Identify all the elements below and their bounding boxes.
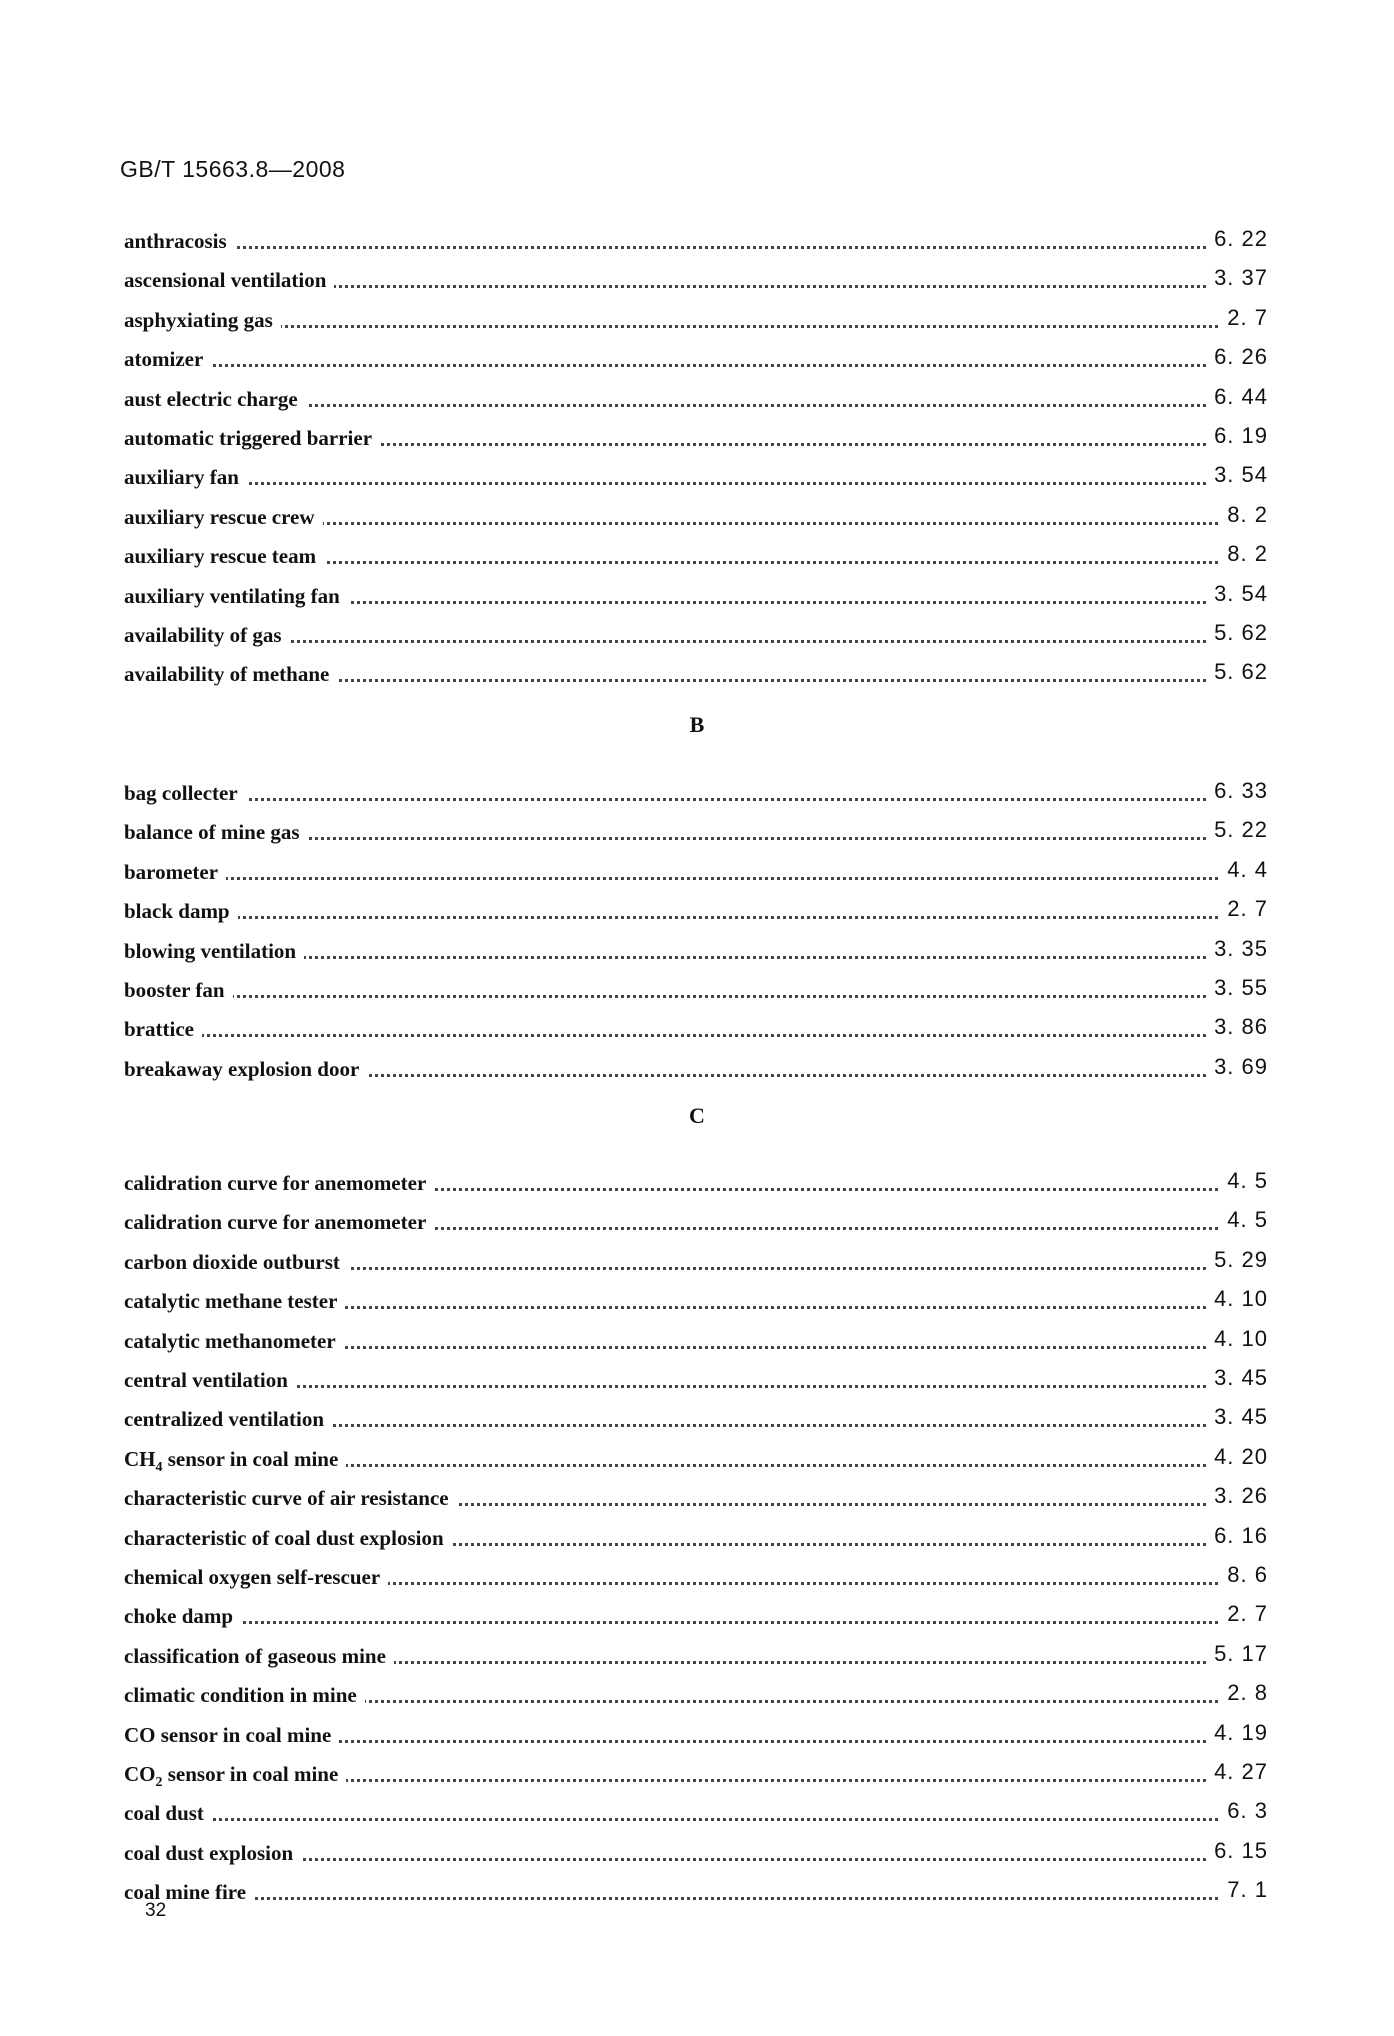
index-entry [0,975,1394,1011]
leader-dots [124,613,1260,643]
index-entry [0,226,1394,262]
index-ref-number: 6. 19 [1206,421,1268,451]
index-entry [0,384,1394,420]
index-entry [0,1286,1394,1322]
index-entry [0,1404,1394,1440]
index-term: central ventilation [124,1365,296,1395]
index-ref-number: 3. 69 [1206,1052,1268,1082]
index-ref-number: 4. 4 [1219,855,1268,885]
index-ref-number: 5. 17 [1206,1639,1268,1669]
index-entry [0,1365,1394,1401]
index-entry [0,1759,1394,1795]
index-term: asphyxiating gas [124,305,281,335]
index-term: brattice [124,1014,202,1044]
index-term: aust electric charge [124,384,306,414]
index-ref-number: 3. 55 [1206,973,1268,1003]
leader-dots [124,1870,1260,1900]
index-term: auxiliary rescue team [124,541,324,571]
index-entry [0,1720,1394,1756]
index-term: automatic triggered barrier [124,423,380,453]
index-ref-number: 7. 1 [1219,1875,1268,1905]
standard-code: GB/T 15663.8—2008 [120,156,346,182]
index-entry [0,1838,1394,1874]
index-ref-number: 6. 22 [1206,224,1268,254]
index-entry [0,620,1394,656]
index-term: choke damp [124,1601,241,1631]
index-entry [0,1168,1394,1204]
index-ref-number: 8. 2 [1219,539,1268,569]
index-entry [0,1483,1394,1519]
index-term: barometer [124,857,226,887]
index-ref-number: 6. 3 [1219,1796,1268,1826]
index-ref-number: 4. 19 [1206,1718,1268,1748]
index-term: balance of mine gas [124,817,308,847]
index-ref-number: 2. 7 [1219,1599,1268,1629]
index-entry [0,857,1394,893]
index-ref-number: 3. 54 [1206,460,1268,490]
index-ref-number: 5. 62 [1206,618,1268,648]
index-term: characteristic of coal dust explosion [124,1523,452,1553]
index-entry [0,1562,1394,1598]
index-ref-number: 4. 5 [1219,1166,1268,1196]
index-ref-number: 3. 45 [1206,1402,1268,1432]
index-ref-number: 4. 27 [1206,1757,1268,1787]
index-term: centralized ventilation [124,1404,332,1434]
index-term: breakaway explosion door [124,1054,367,1084]
index-entry [0,1054,1394,1090]
index-term: auxiliary rescue crew [124,502,323,532]
leader-dots [124,889,1260,919]
index-term: catalytic methanometer [124,1326,344,1356]
index-ref-number: 8. 6 [1219,1560,1268,1590]
index-entry [0,344,1394,380]
index-term: classification of gaseous mine [124,1641,394,1671]
index-term: blowing ventilation [124,936,304,966]
index-entry [0,423,1394,459]
index-ref-number: 3. 26 [1206,1481,1268,1511]
leader-dots [124,968,1260,998]
index-term: characteristic curve of air resistance [124,1483,457,1513]
index-ref-number: 4. 20 [1206,1442,1268,1472]
leader-dots [124,219,1260,249]
index-ref-number: 8. 2 [1219,500,1268,530]
index-entry [0,1877,1394,1913]
leader-dots [124,771,1260,801]
index-term: coal mine fire [124,1877,254,1907]
index-entry [0,1207,1394,1243]
index-term: booster fan [124,975,233,1005]
index-ref-number: 5. 29 [1206,1245,1268,1275]
section-letter-b: B [689,712,705,737]
index-ref-number: 3. 35 [1206,934,1268,964]
index-entry [0,1641,1394,1677]
index-entry [0,462,1394,498]
page-number: 32 [145,1900,167,1921]
index-term: calidration curve for anemometer [124,1207,434,1237]
index-term: calidration curve for anemometer [124,1168,434,1198]
leader-dots [124,455,1260,485]
index-term: carbon dioxide outburst [124,1247,348,1277]
index-term: availability of gas [124,620,290,650]
index-entry [0,936,1394,972]
index-ref-number: 4. 10 [1206,1324,1268,1354]
index-ref-number: 5. 22 [1206,815,1268,845]
section-letter-c: C [689,1103,705,1128]
index-ref-number: 3. 45 [1206,1363,1268,1393]
leader-dots [124,298,1260,328]
index-ref-number: 2. 7 [1219,894,1268,924]
index-term: atomizer [124,344,211,374]
index-ref-number: 3. 54 [1206,579,1268,609]
index-term: auxiliary ventilating fan [124,581,348,611]
index-entry [0,1326,1394,1362]
index-entry [0,581,1394,617]
index-ref-number: 4. 5 [1219,1205,1268,1235]
leader-dots [124,1007,1260,1037]
index-ref-number: 6. 44 [1206,382,1268,412]
index-ref-number: 6. 16 [1206,1521,1268,1551]
index-ref-number: 2. 8 [1219,1678,1268,1708]
leader-dots [124,1594,1260,1624]
index-entry [0,305,1394,341]
index-term: $CH_4$ sensor in coal mine [124,1444,346,1483]
index-term: availability of methane [124,659,337,689]
index-ref-number: 3. 37 [1206,263,1268,293]
index-ref-number: 6. 26 [1206,342,1268,372]
index-term: auxiliary fan [124,462,247,492]
index-entry [0,541,1394,577]
index-entry [0,1014,1394,1050]
leader-dots [124,850,1260,880]
index-entry [0,1680,1394,1716]
leader-dots [124,1791,1260,1821]
index-term: $CO_2$ sensor in coal mine [124,1759,346,1798]
index-entry [0,1798,1394,1834]
index-ref-number: 3. 86 [1206,1012,1268,1042]
index-term: anthracosis [124,226,235,256]
index-entry [0,1601,1394,1637]
index-entry [0,896,1394,932]
index-term: climatic condition in mine [124,1680,365,1710]
index-term: ascensional ventilation [124,265,334,295]
index-entry [0,817,1394,853]
index-term: catalytic methane tester [124,1286,345,1316]
index-term: bag collecter [124,778,246,808]
index-term: coal dust explosion [124,1838,301,1868]
index-entry [0,502,1394,538]
index-term: black damp [124,896,238,926]
index-term: chemical oxygen self-rescuer [124,1562,388,1592]
index-entry [0,1444,1394,1480]
index-term: CO sensor in coal mine [124,1720,339,1750]
index-ref-number: 6. 33 [1206,776,1268,806]
index-entry [0,659,1394,695]
index-entry [0,265,1394,301]
index-term: coal dust [124,1798,212,1828]
index-entry [0,778,1394,814]
index-entry [0,1523,1394,1559]
index-ref-number: 2. 7 [1219,303,1268,333]
index-entry [0,1247,1394,1283]
index-ref-number: 5. 62 [1206,657,1268,687]
index-ref-number: 6. 15 [1206,1836,1268,1866]
leader-dots [124,337,1260,367]
index-ref-number: 4. 10 [1206,1284,1268,1314]
